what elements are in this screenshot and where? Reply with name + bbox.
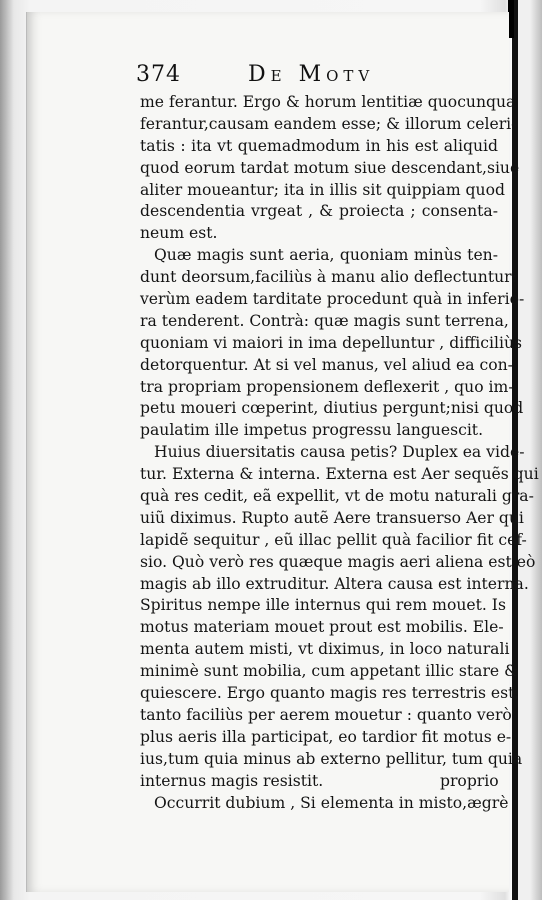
page-number: 374 <box>136 62 181 87</box>
text-line: ra tenderent. Contrà: quæ magis sunt terrena, <box>140 311 509 330</box>
text-line: tatis : ita vt quemadmodum in his est aliquid <box>140 136 498 155</box>
text-line: tra propriam propensionem deflexerit , quo im- <box>140 377 514 396</box>
text-line: tanto faciliùs per aerem mouetur : quanto verò <box>140 705 512 724</box>
text-line: minimè sunt mobilia, cum appetant illic stare & <box>140 662 518 681</box>
text-line: quoniam vi maiori in ima depelluntur , difficiliùs <box>140 333 523 352</box>
text-line: internus magis resistit. <box>140 771 324 790</box>
page-header <box>136 62 496 90</box>
text-line: Huius diuersitatis causa petis? Duplex ea vide- <box>154 443 525 462</box>
text-line: Quæ magis sunt aeria, quoniam minùs ten- <box>154 246 498 265</box>
catchword: proprio <box>440 772 499 790</box>
text-line: sio. Quò verò res quæque magis aeri aliena est,eò <box>140 552 536 571</box>
text-line: magis ab illo extruditur. Altera causa est interna. <box>140 574 529 593</box>
text-line: paulatim ille impetus progressu languescit. <box>140 421 484 440</box>
text-line: lapidẽ sequitur , eũ illac pellit quà facilior fit cef- <box>140 530 527 549</box>
text-line: Occurrit dubium , Si elementa in misto,ægrè <box>154 793 509 812</box>
text-line: uiũ diximus. Rupto autẽ Aere transuerso Aer qui <box>140 508 524 527</box>
text-line: aliter moueantur; ita in illis sit quippiam quod <box>140 180 505 199</box>
text-line: quà res cedit, eã expellit, vt de motu naturali gra- <box>140 487 534 506</box>
text-line: tur. Externa & interna. Externa est Aer sequẽs qui <box>140 465 539 484</box>
text-line: motus materiam mouet prout est mobilis. Ele- <box>140 618 504 637</box>
text-line: petu moueri cœperint, diutius pergunt;nisi quod <box>140 399 524 418</box>
running-title: De Motv <box>248 62 375 87</box>
text-line: ferantur,causam eandem esse; & illorum celeri- <box>140 114 517 133</box>
text-line: quiescere. Ergo quanto magis res terrestris est, <box>140 684 520 703</box>
text-line: Spiritus nempe ille internus qui rem mouet. Is <box>140 596 506 615</box>
text-line: dunt deorsum,faciliùs à manu alio deflectuntur: <box>140 268 517 287</box>
text-line: quod eorum tardat motum siue descendant,siue <box>140 158 520 177</box>
text-line: ius,tum quia minus ab externo pellitur, tum quia <box>140 749 523 768</box>
text-line: detorquentur. At si vel manus, vel aliud ea con- <box>140 355 513 374</box>
body-text <box>140 92 539 814</box>
text-line: neum est. <box>140 224 218 243</box>
text-line: verùm eadem tarditate procedunt quà in inferio- <box>140 290 525 309</box>
text-line: descendentia vrgeat , & proiecta ; consenta- <box>140 202 498 221</box>
text-line: me ferantur. Ergo & horum lentitiæ quocunqua <box>140 93 516 111</box>
text-line: menta autem misti, vt diximus, in loco naturali <box>140 640 510 659</box>
text-line: plus aeris illa participat, eo tardior fit motus e- <box>140 727 512 746</box>
